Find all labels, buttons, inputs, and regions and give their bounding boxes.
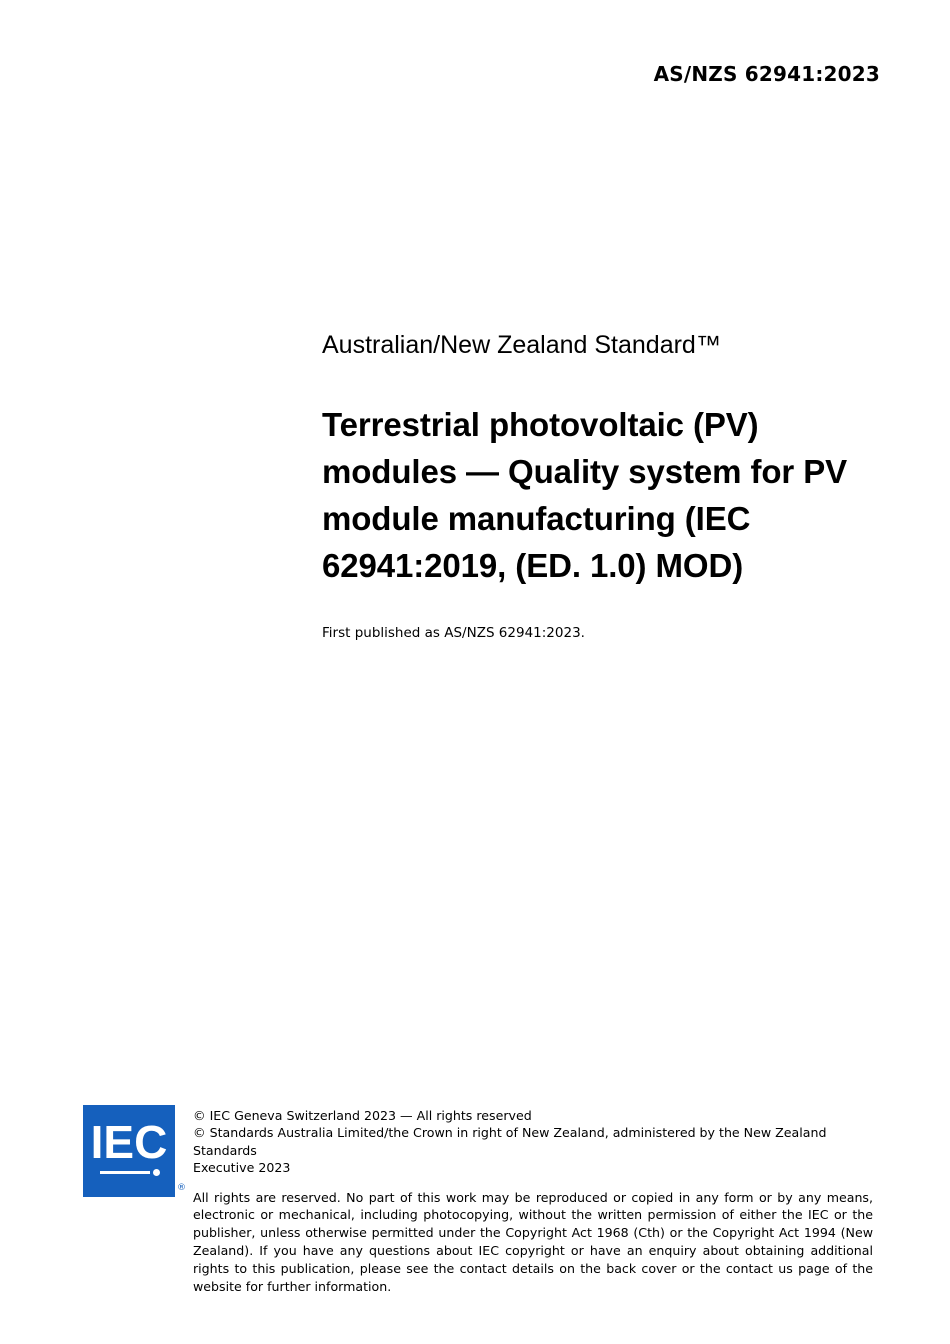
copyright-standards-australia-line2: Executive 2023 — [193, 1160, 291, 1176]
iec-logo — [83, 1105, 186, 1197]
first-published-note: First published as AS/NZS 62941:2023. — [322, 625, 585, 642]
page-title: Terrestrial photovoltaic (PV) modules — Quality system for PV module manufacturing (IEC 62941:2019, (ED. 1.0) MOD) — [322, 406, 848, 584]
document-reference: AS/NZS 62941:2023 — [653, 62, 880, 86]
standard-type-label: Australian/New Zealand Standard™ — [322, 331, 721, 359]
copyright-standards-australia-line1: © Standards Australia Limited/the Crown in right of New Zealand, administered by the New Zealand Standards — [193, 1125, 827, 1158]
footer-text-block — [193, 1105, 873, 1296]
iec-logo-dot — [153, 1169, 160, 1176]
iec-logo-text: IEC — [90, 1116, 168, 1168]
footer — [83, 1105, 873, 1296]
registered-trademark-icon: ® — [177, 1183, 186, 1193]
copyright-iec: © IEC Geneva Switzerland 2023 — All rights reserved — [193, 1108, 532, 1123]
rights-reserved-text: All rights are reserved. No part of this work may be reproduced or copied in any form or by any means, electronic or mechanical, including photocopying, without the written permission of either the IEC or the publisher, unless otherwise permitted under the Copyright Act 1968 (Cth) or the Copyright Act 1994 (New Zealand). If you have any questions about IEC copyright or have an enquiry about obtaining additional rights to this publication, please see the contact details on the back cover or the contact us page of the website for further information. — [193, 1189, 873, 1294]
iec-logo-underline — [100, 1171, 150, 1174]
title-block — [322, 330, 882, 641]
copyright-block — [193, 1107, 873, 1177]
